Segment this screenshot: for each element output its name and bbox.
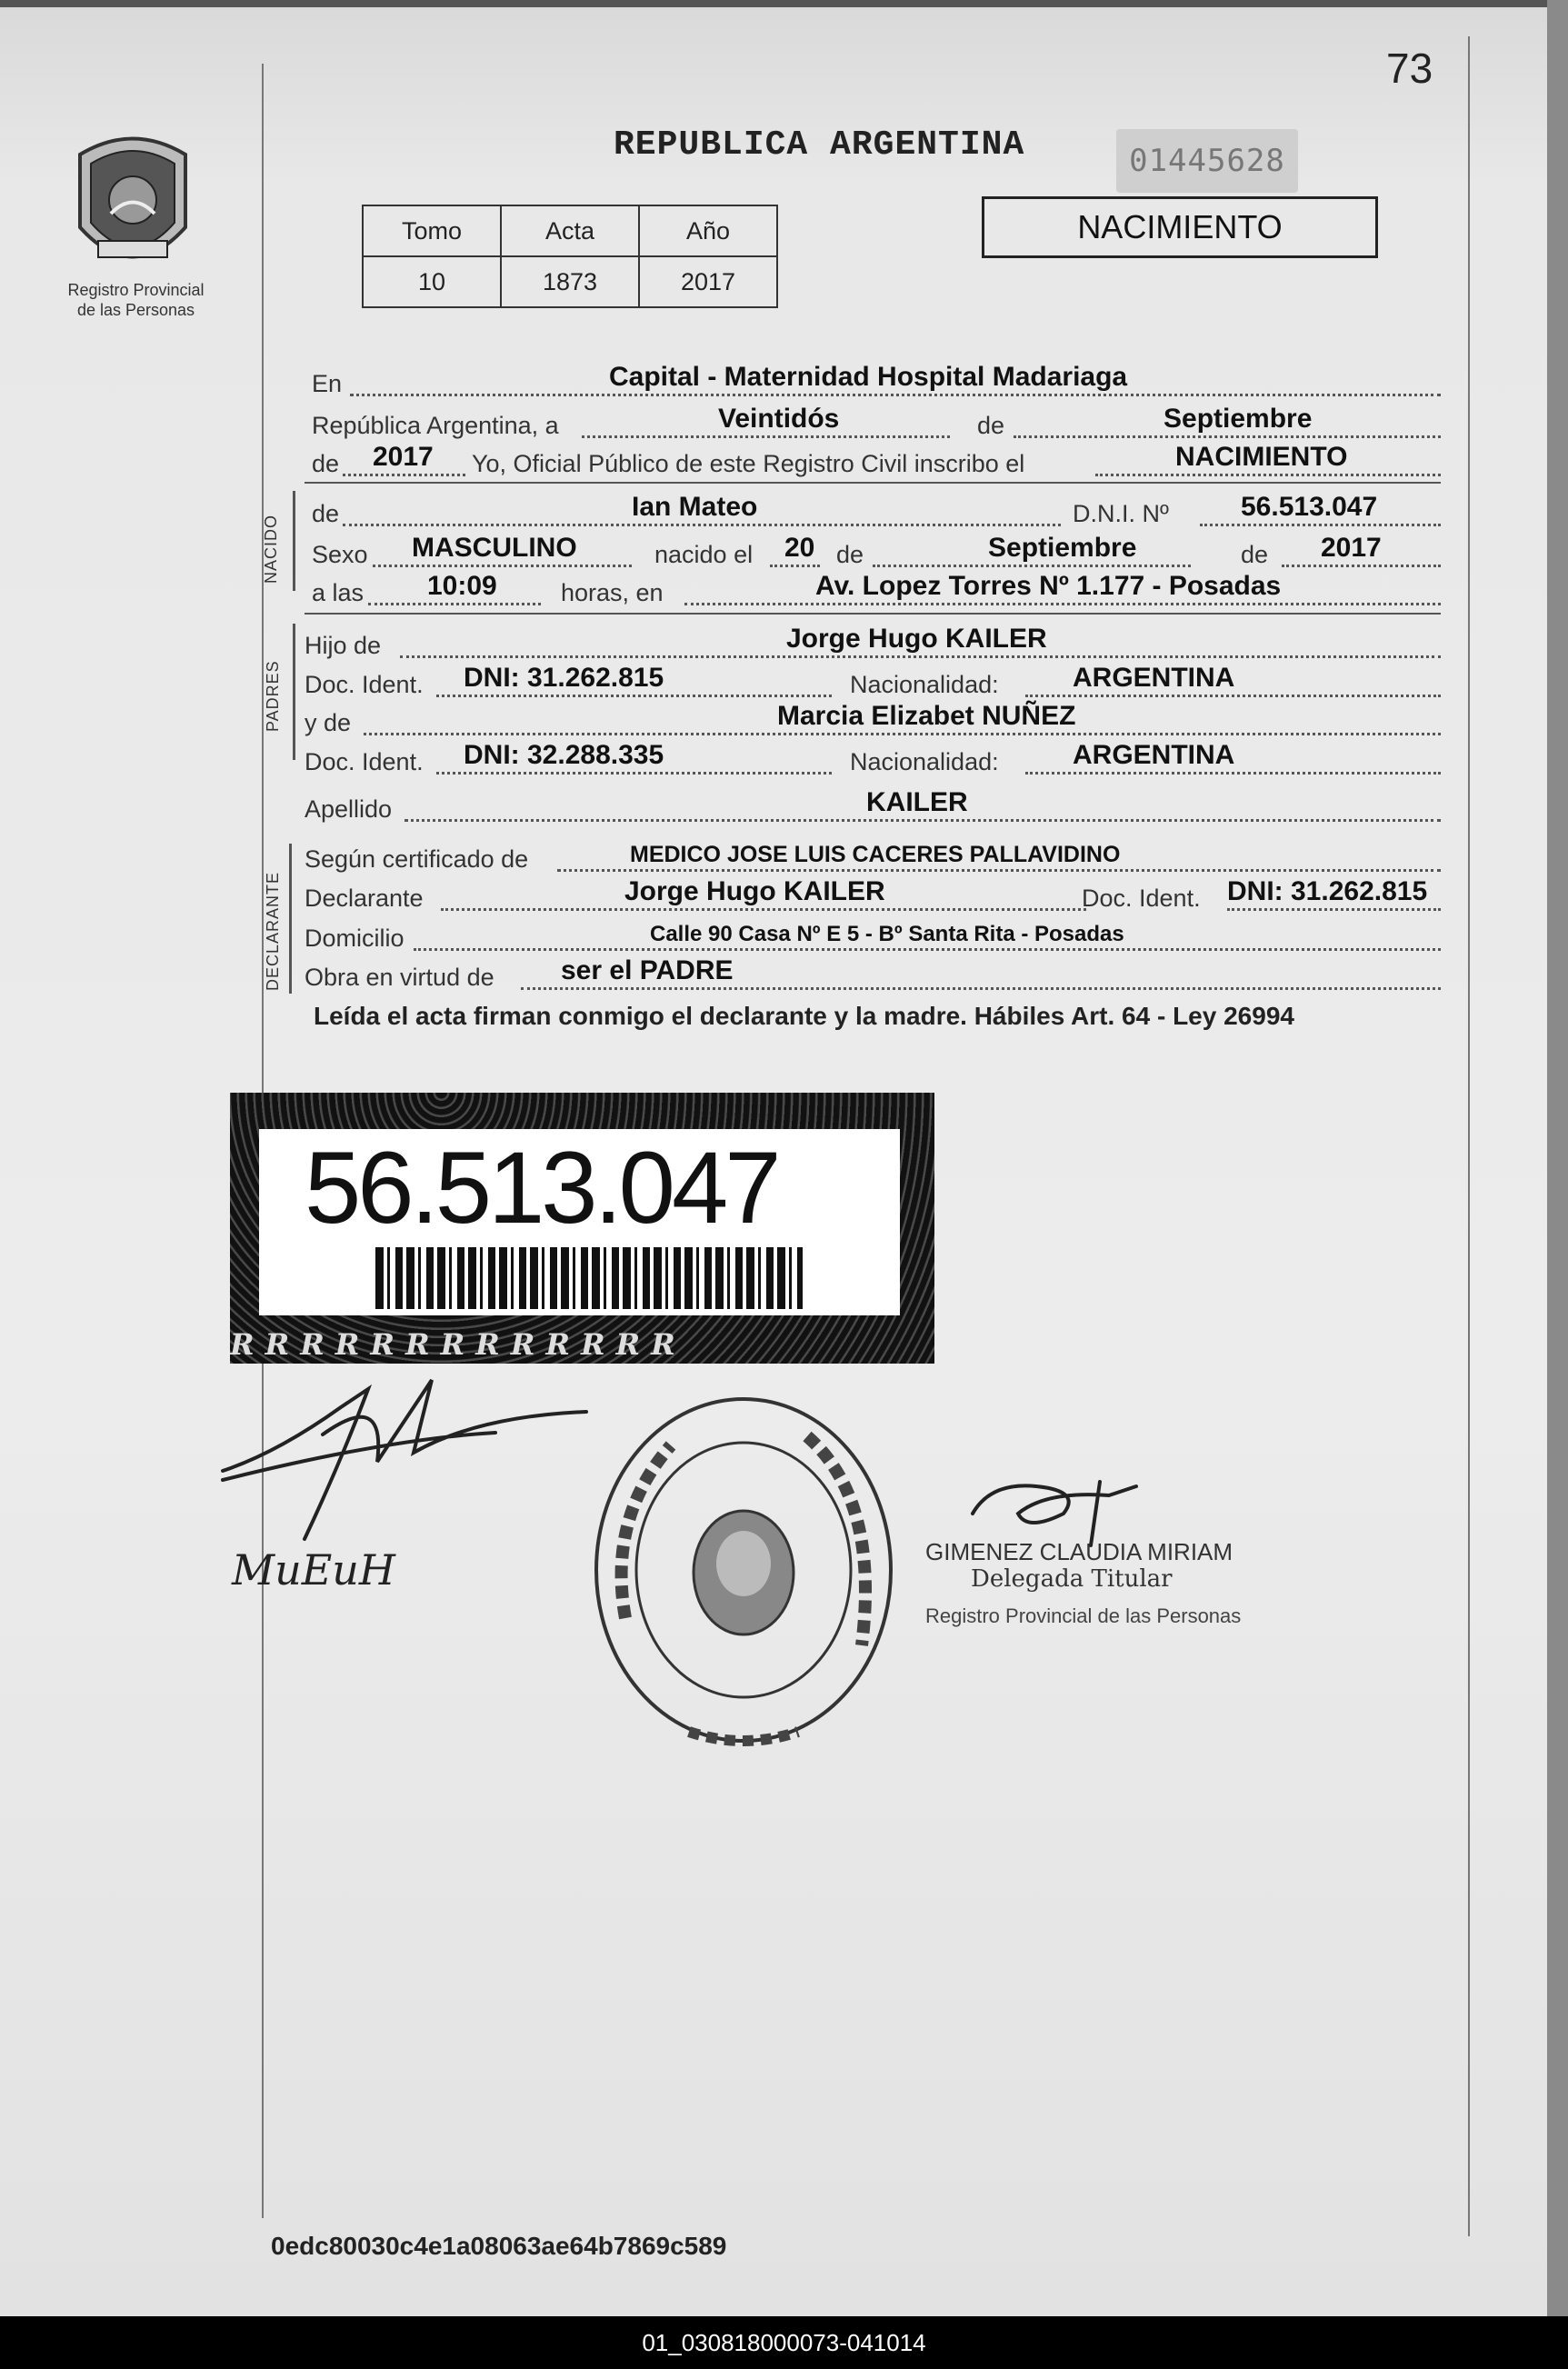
label-a-las: a las [312,579,365,606]
bracket-padres [293,624,295,760]
document-heading: REPUBLICA ARGENTINA [614,125,1025,165]
record-table [362,205,778,308]
field-certificado: MEDICO JOSE LUIS CACERES PALLAVIDINO [630,842,1121,867]
field-lugar: Capital - Maternidad Hospital Madariaga [609,362,1128,392]
label-hijo-de: Hijo de [305,632,382,659]
field-hora: 10:09 [427,571,497,601]
record-header-acta: Acta [501,205,639,256]
registry-caption-line2: de las Personas [76,301,195,319]
label-doc-ident-3: Doc. Ident. [1082,885,1201,912]
field-dia: 20 [784,533,815,563]
label-horas-en: horas, en [561,579,664,606]
record-value-tomo: 10 [363,256,501,307]
official-name: GIMENEZ CLAUDIA MIRIAM [925,1538,1233,1565]
registry-caption [47,280,225,320]
label-y-de: y de [305,709,352,736]
side-label-nacido: NACIDO [262,514,280,584]
line-apellido [305,787,1441,824]
label-doc-ident-2: Doc. Ident. [305,748,424,775]
line-virtud [305,955,1441,992]
label-sexo: Sexo [312,541,368,568]
line-padre-doc [305,663,1441,699]
official-role: Delegada Titular [971,1565,1173,1593]
field-anio-nac: 2017 [1321,533,1382,563]
field-madre: Marcia Elizabet NUÑEZ [777,701,1076,731]
scan-right-edge [1547,0,1568,2316]
bracket-declarante [289,844,292,994]
line-hora [305,571,1441,607]
field-acto: NACIMIENTO [1175,442,1348,472]
act-type-box: NACIMIENTO [982,196,1378,258]
official-seal [589,1391,898,1750]
label-obra: Obra en virtud de [305,964,494,991]
label-nacido-el: nacido el [654,541,754,568]
field-nombre: Ian Mateo [632,492,758,522]
label-apellido: Apellido [305,795,393,823]
dni-label-box [259,1129,900,1315]
label-dni: D.N.I. Nº [1073,500,1169,527]
field-declarante-doc: DNI: 31.262.815 [1227,876,1428,906]
dni-label-sticker [230,1093,934,1364]
side-label-padres: PADRES [264,660,282,732]
field-apellido: KAILER [866,787,968,817]
line-padre [305,624,1441,660]
line-declarante [305,876,1441,913]
province-crest-logo [71,127,195,277]
side-label-declarante: DECLARANTE [264,871,282,991]
record-value-anio: 2017 [639,256,777,307]
field-dni: 56.513.047 [1241,492,1378,522]
field-padre-nac: ARGENTINA [1073,663,1235,693]
label-declarante: Declarante [305,885,424,912]
label-de-2: de [312,450,340,477]
label-de-1: de [977,412,1005,439]
label-de-3: de [312,500,340,527]
field-madre-doc: DNI: 32.288.335 [464,740,664,770]
label-de-5: de [1241,541,1269,568]
section-rule [305,482,1441,484]
field-madre-nac: ARGENTINA [1073,740,1235,770]
line-domicilio [305,920,1441,953]
document-hash: 0edc80030c4e1a08063ae64b7869c589 [271,2232,727,2260]
field-domicilio: Calle 90 Casa Nº E 5 - Bº Santa Rita - Posadas [650,922,1124,946]
label-yo: Yo, Oficial Público de este Registro Civil inscribo el [472,450,1025,477]
line-nombre [305,492,1441,528]
record-value-acta: 1873 [501,256,639,307]
line-madre [305,701,1441,737]
field-anio: 2017 [373,442,434,472]
barcode [375,1247,803,1309]
record-header-tomo: Tomo [363,205,501,256]
page-number: 73 [1386,45,1433,92]
label-nacionalidad: Nacionalidad: [850,671,999,698]
declarant-signature [205,1353,614,1553]
field-mes: Septiembre [1164,404,1313,434]
field-sexo: MASCULINO [412,533,577,563]
field-dia-texto: Veintidós [718,404,840,434]
section-rule [305,613,1441,615]
label-en: En [312,370,343,397]
line-republica [305,404,1441,440]
right-margin-line [1468,36,1470,2236]
label-domicilio: Domicilio [305,925,404,952]
field-lugar-nac: Av. Lopez Torres Nº 1.177 - Posadas [815,571,1282,601]
label-segun: Según certificado de [305,845,529,873]
line-anio [305,442,1441,478]
line-en [305,362,1441,398]
field-mes-nac: Septiembre [988,533,1137,563]
label-de-4: de [836,541,864,568]
scan-top-edge [0,0,1568,7]
label-nacionalidad-2: Nacionalidad: [850,748,999,775]
bracket-nacido [293,491,295,591]
registry-caption-line1: Registro Provincial [67,281,205,299]
field-virtud: ser el PADRE [561,955,734,985]
field-padre-doc: DNI: 31.262.815 [464,663,664,693]
serial-stamp: 01445628 [1116,129,1298,193]
official-org: Registro Provincial de las Personas [925,1604,1242,1627]
dni-label-number: 56.513.047 [305,1131,778,1244]
line-certificado [305,841,1441,874]
line-sexo [305,533,1441,569]
footer-id-bar: 01_030818000073-041014 [0,2316,1568,2369]
initials-signature: MuEuH [232,1545,396,1594]
record-header-anio: Año [639,205,777,256]
field-declarante: Jorge Hugo KAILER [624,876,885,906]
field-padre: Jorge Hugo KAILER [786,624,1047,654]
label-doc-ident: Doc. Ident. [305,671,424,698]
security-pattern: RRRRRRRRRRRRR [230,1327,686,1362]
line-madre-doc [305,740,1441,776]
label-republica: República Argentina, a [312,412,559,439]
closing-statement: Leída el acta firman conmigo el declarante y la madre. Hábiles Art. 64 - Ley 26994 [314,1002,1294,1030]
